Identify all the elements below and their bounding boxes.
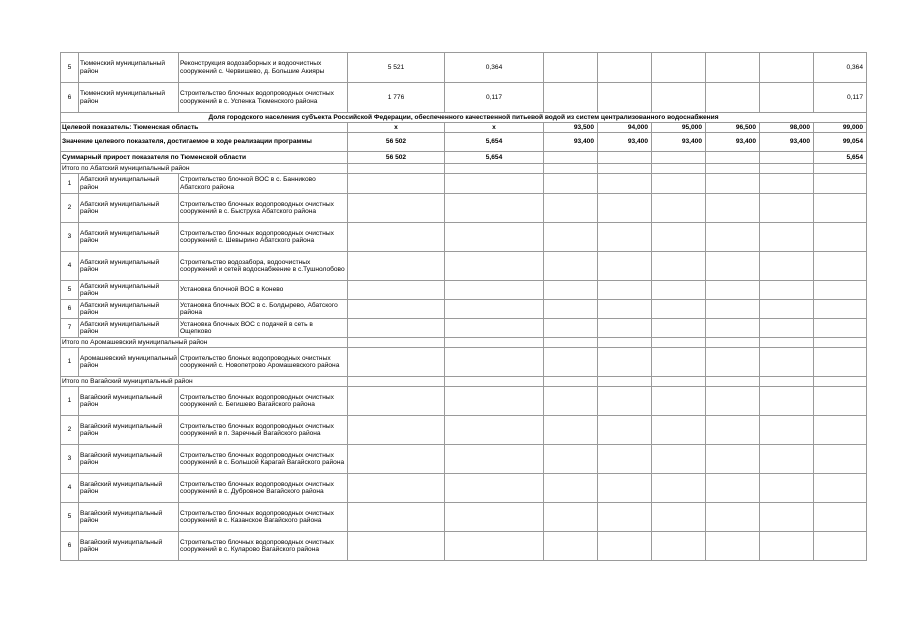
district-cell: Абатский муниципальный район — [79, 319, 179, 338]
summary-year-cell-3: 93,400 — [652, 133, 706, 152]
row-number-cell: 6 — [61, 532, 79, 561]
year-value-cell-4 — [706, 387, 760, 416]
indicator-growth-cell — [445, 348, 544, 377]
summary-row — [61, 152, 867, 164]
group-year-cell-1 — [544, 338, 598, 348]
investment-cell — [348, 194, 445, 223]
table-row — [61, 281, 867, 300]
year-value-cell-4 — [706, 532, 760, 561]
row-number-cell: 5 — [61, 281, 79, 300]
year-value-cell-3 — [652, 252, 706, 281]
summary-year-cell-1: 93,400 — [544, 133, 598, 152]
year-value-cell-2 — [598, 194, 652, 223]
year-value-cell-5 — [760, 194, 814, 223]
investment-cell — [348, 416, 445, 445]
year-value-cell-1 — [544, 300, 598, 319]
year-value-cell-5 — [760, 223, 814, 252]
project-cell: Строительство блочных водопроводных очистных сооружений в с. Большой Карагай Вагайского района — [179, 445, 348, 474]
group-year-cell-5 — [760, 338, 814, 348]
year-value-cell-3 — [652, 319, 706, 338]
year-value-cell-2 — [598, 474, 652, 503]
indicator-growth-cell — [445, 300, 544, 319]
year-value-cell-3 — [652, 83, 706, 113]
year-value-cell-4 — [706, 503, 760, 532]
year-value-cell-1 — [544, 416, 598, 445]
investment-cell — [348, 252, 445, 281]
summary-year-cell-3: 95,000 — [652, 123, 706, 133]
table-row — [61, 445, 867, 474]
year-value-cell-2 — [598, 387, 652, 416]
group-empty-cell-1 — [348, 164, 445, 174]
group-year-cell-5 — [760, 377, 814, 387]
project-cell: Установка блочных ВОС в с. Болдырево, Абатского района — [179, 300, 348, 319]
indicator-growth-cell — [445, 445, 544, 474]
project-cell: Строительство блочных водопроводных очистных сооружений с. Шевырино Абатского района — [179, 223, 348, 252]
summary-year-cell-2 — [598, 152, 652, 164]
group-empty-cell-1 — [348, 338, 445, 348]
group-label-cell: Итого по Вагайский муниципальный район — [61, 377, 348, 387]
year-value-cell-2 — [598, 348, 652, 377]
row-number-cell: 7 — [61, 319, 79, 338]
indicator-growth-cell — [445, 532, 544, 561]
group-year-cell-5 — [760, 164, 814, 174]
project-cell: Строительство блочных водопроводных очистных сооружений в с. Куларово Вагайского района — [179, 532, 348, 561]
year-value-cell-6 — [814, 223, 867, 252]
district-cell: Вагайский муниципальный район — [79, 532, 179, 561]
district-cell: Вагайский муниципальный район — [79, 503, 179, 532]
year-value-cell-5 — [760, 300, 814, 319]
year-value-cell-1 — [544, 474, 598, 503]
project-cell: Строительство блоных водопроводных очистных сооружений с. Новопетрово Аромашевского района — [179, 348, 348, 377]
row-number-cell: 5 — [61, 503, 79, 532]
investment-cell — [348, 348, 445, 377]
summary-year-cell-1: 93,500 — [544, 123, 598, 133]
year-value-cell-5 — [760, 416, 814, 445]
summary-year-cell-5 — [760, 152, 814, 164]
group-year-cell-3 — [652, 164, 706, 174]
row-number-cell: 1 — [61, 387, 79, 416]
summary-label-cell: Суммарный прирост показателя по Тюменской области — [61, 152, 348, 164]
investment-cell — [348, 319, 445, 338]
year-value-cell-6: 0,117 — [814, 83, 867, 113]
summary-investment-cell: 56 502 — [348, 152, 445, 164]
year-value-cell-3 — [652, 194, 706, 223]
year-value-cell-6 — [814, 194, 867, 223]
group-empty-cell-2 — [445, 338, 544, 348]
row-number-cell: 3 — [61, 445, 79, 474]
table-row — [61, 348, 867, 377]
indicator-growth-cell — [445, 281, 544, 300]
table-row — [61, 83, 867, 113]
row-number-cell: 1 — [61, 174, 79, 194]
year-value-cell-5 — [760, 281, 814, 300]
project-cell: Реконструкция водозаборных и водоочистных сооружений с. Червишево, д. Большие Акияры — [179, 53, 348, 83]
year-value-cell-5 — [760, 474, 814, 503]
section-header-cell: Доля городского населения субъекта Российской Федерации, обеспеченного качественной питьевой водой из систем централизованного водоснабжения — [61, 113, 867, 123]
year-value-cell-1 — [544, 83, 598, 113]
group-year-cell-3 — [652, 377, 706, 387]
year-value-cell-1 — [544, 348, 598, 377]
table-row — [61, 319, 867, 338]
district-cell: Абатский муниципальный район — [79, 281, 179, 300]
investment-cell — [348, 223, 445, 252]
year-value-cell-5 — [760, 83, 814, 113]
table-row — [61, 223, 867, 252]
row-number-cell: 6 — [61, 83, 79, 113]
summary-year-cell-6: 99,000 — [814, 123, 867, 133]
group-year-cell-4 — [706, 164, 760, 174]
indicator-growth-cell: 0,364 — [445, 53, 544, 83]
year-value-cell-6 — [814, 474, 867, 503]
group-year-cell-6 — [814, 164, 867, 174]
year-value-cell-6 — [814, 252, 867, 281]
year-value-cell-6 — [814, 281, 867, 300]
year-value-cell-6 — [814, 445, 867, 474]
summary-label-cell: Значение целевого показателя, достигаемое в ходе реализации программы — [61, 133, 348, 152]
row-number-cell: 4 — [61, 252, 79, 281]
district-cell: Абатский муниципальный район — [79, 223, 179, 252]
group-year-cell-4 — [706, 377, 760, 387]
group-total-row — [61, 377, 867, 387]
group-year-cell-3 — [652, 338, 706, 348]
year-value-cell-6 — [814, 300, 867, 319]
year-value-cell-6 — [814, 319, 867, 338]
project-cell: Строительство блочных водопроводных очистных сооружений с. Бегишево Вагайского района — [179, 387, 348, 416]
year-value-cell-3 — [652, 532, 706, 561]
district-cell: Абатский муниципальный район — [79, 194, 179, 223]
year-value-cell-6 — [814, 174, 867, 194]
investment-cell — [348, 281, 445, 300]
district-cell: Тюменский муниципальный район — [79, 83, 179, 113]
table-row — [61, 53, 867, 83]
group-label-cell: Итого по Абатский муниципальный район — [61, 164, 348, 174]
year-value-cell-1 — [544, 281, 598, 300]
row-number-cell: 2 — [61, 416, 79, 445]
year-value-cell-5 — [760, 503, 814, 532]
year-value-cell-2 — [598, 445, 652, 474]
year-value-cell-4 — [706, 252, 760, 281]
investment-cell — [348, 387, 445, 416]
investment-cell — [348, 300, 445, 319]
summary-growth-cell: х — [445, 123, 544, 133]
indicator-growth-cell — [445, 223, 544, 252]
district-cell: Вагайский муниципальный район — [79, 387, 179, 416]
summary-year-cell-5: 98,000 — [760, 123, 814, 133]
group-year-cell-2 — [598, 164, 652, 174]
indicator-growth-cell — [445, 174, 544, 194]
investment-cell — [348, 474, 445, 503]
group-year-cell-2 — [598, 338, 652, 348]
year-value-cell-4 — [706, 474, 760, 503]
group-year-cell-6 — [814, 338, 867, 348]
year-value-cell-3 — [652, 223, 706, 252]
year-value-cell-1 — [544, 503, 598, 532]
project-cell: Установка блочных ВОС с подачей в сеть в Ощепково — [179, 319, 348, 338]
summary-year-cell-4: 96,500 — [706, 123, 760, 133]
row-number-cell: 4 — [61, 474, 79, 503]
table-row — [61, 503, 867, 532]
year-value-cell-2 — [598, 319, 652, 338]
district-cell: Аромашевский муниципальный район — [79, 348, 179, 377]
district-cell: Вагайский муниципальный район — [79, 474, 179, 503]
indicator-growth-cell — [445, 319, 544, 338]
year-value-cell-1 — [544, 319, 598, 338]
table-body — [61, 53, 867, 561]
summary-year-cell-4 — [706, 152, 760, 164]
year-value-cell-2 — [598, 281, 652, 300]
group-year-cell-2 — [598, 377, 652, 387]
indicator-growth-cell — [445, 387, 544, 416]
year-value-cell-4 — [706, 53, 760, 83]
table-row — [61, 532, 867, 561]
project-cell: Строительство блочных водопроводных очистных сооружений в с. Быструха Абатского района — [179, 194, 348, 223]
summary-label-cell: Целевой показатель: Тюменская область — [61, 123, 348, 133]
investment-cell — [348, 445, 445, 474]
year-value-cell-1 — [544, 194, 598, 223]
group-year-cell-6 — [814, 377, 867, 387]
project-cell: Строительство блочных водопроводных очистных сооружений в с. Казанское Вагайского района — [179, 503, 348, 532]
year-value-cell-2 — [598, 532, 652, 561]
group-year-cell-4 — [706, 338, 760, 348]
year-value-cell-4 — [706, 223, 760, 252]
table-row — [61, 174, 867, 194]
district-cell: Абатский муниципальный район — [79, 300, 179, 319]
summary-year-cell-5: 93,400 — [760, 133, 814, 152]
group-year-cell-1 — [544, 377, 598, 387]
year-value-cell-6: 0,364 — [814, 53, 867, 83]
year-value-cell-2 — [598, 223, 652, 252]
row-number-cell: 1 — [61, 348, 79, 377]
group-empty-cell-2 — [445, 164, 544, 174]
project-cell: Строительство блочных водопроводных очистных сооружений в с. Успенка Тюменского района — [179, 83, 348, 113]
year-value-cell-1 — [544, 223, 598, 252]
year-value-cell-3 — [652, 53, 706, 83]
table-row — [61, 194, 867, 223]
year-value-cell-2 — [598, 174, 652, 194]
year-value-cell-1 — [544, 174, 598, 194]
row-number-cell: 5 — [61, 53, 79, 83]
year-value-cell-5 — [760, 174, 814, 194]
row-number-cell: 2 — [61, 194, 79, 223]
year-value-cell-6 — [814, 348, 867, 377]
year-value-cell-6 — [814, 503, 867, 532]
year-value-cell-5 — [760, 319, 814, 338]
table-row — [61, 387, 867, 416]
indicator-growth-cell — [445, 252, 544, 281]
summary-year-cell-1 — [544, 152, 598, 164]
summary-growth-cell: 5,654 — [445, 152, 544, 164]
row-number-cell: 6 — [61, 300, 79, 319]
district-cell: Вагайский муниципальный район — [79, 416, 179, 445]
summary-year-cell-6: 99,054 — [814, 133, 867, 152]
indicator-growth-cell — [445, 503, 544, 532]
group-empty-cell-1 — [348, 377, 445, 387]
district-cell: Вагайский муниципальный район — [79, 445, 179, 474]
year-value-cell-4 — [706, 445, 760, 474]
group-label-cell: Итого по Аромашевский муниципальный район — [61, 338, 348, 348]
indicator-growth-cell: 0,117 — [445, 83, 544, 113]
indicator-growth-cell — [445, 474, 544, 503]
project-cell: Строительство блочной ВОС в с. Банниково Абатского района — [179, 174, 348, 194]
year-value-cell-2 — [598, 83, 652, 113]
summary-investment-cell: х — [348, 123, 445, 133]
year-value-cell-4 — [706, 348, 760, 377]
year-value-cell-3 — [652, 300, 706, 319]
indicator-growth-cell — [445, 416, 544, 445]
year-value-cell-5 — [760, 252, 814, 281]
year-value-cell-4 — [706, 174, 760, 194]
year-value-cell-1 — [544, 532, 598, 561]
year-value-cell-1 — [544, 53, 598, 83]
year-value-cell-4 — [706, 300, 760, 319]
year-value-cell-3 — [652, 503, 706, 532]
year-value-cell-4 — [706, 416, 760, 445]
year-value-cell-2 — [598, 53, 652, 83]
year-value-cell-3 — [652, 348, 706, 377]
year-value-cell-1 — [544, 445, 598, 474]
year-value-cell-1 — [544, 252, 598, 281]
year-value-cell-5 — [760, 532, 814, 561]
district-cell: Тюменский муниципальный район — [79, 53, 179, 83]
year-value-cell-1 — [544, 387, 598, 416]
summary-row — [61, 133, 867, 152]
year-value-cell-3 — [652, 416, 706, 445]
year-value-cell-2 — [598, 300, 652, 319]
year-value-cell-5 — [760, 53, 814, 83]
program-table — [60, 52, 867, 561]
row-number-cell: 3 — [61, 223, 79, 252]
summary-growth-cell: 5,654 — [445, 133, 544, 152]
table-row — [61, 252, 867, 281]
year-value-cell-3 — [652, 281, 706, 300]
year-value-cell-5 — [760, 348, 814, 377]
summary-year-cell-4: 93,400 — [706, 133, 760, 152]
year-value-cell-3 — [652, 445, 706, 474]
investment-cell: 1 776 — [348, 83, 445, 113]
year-value-cell-4 — [706, 319, 760, 338]
project-cell: Строительство блочных водопроводных очистных сооружений в с. Дубровное Вагайского района — [179, 474, 348, 503]
summary-year-cell-2: 93,400 — [598, 133, 652, 152]
year-value-cell-5 — [760, 445, 814, 474]
group-year-cell-1 — [544, 164, 598, 174]
summary-year-cell-2: 94,000 — [598, 123, 652, 133]
investment-cell — [348, 503, 445, 532]
group-total-row — [61, 338, 867, 348]
year-value-cell-6 — [814, 387, 867, 416]
year-value-cell-6 — [814, 532, 867, 561]
summary-year-cell-6: 5,654 — [814, 152, 867, 164]
district-cell: Абатский муниципальный район — [79, 174, 179, 194]
summary-row — [61, 123, 867, 133]
section-header-row — [61, 113, 867, 123]
year-value-cell-3 — [652, 387, 706, 416]
summary-investment-cell: 56 502 — [348, 133, 445, 152]
district-cell: Абатский муниципальный район — [79, 252, 179, 281]
table-row — [61, 416, 867, 445]
project-cell: Строительство блочных водопроводных очистных сооружений в п. Заречный Вагайского района — [179, 416, 348, 445]
year-value-cell-4 — [706, 194, 760, 223]
year-value-cell-6 — [814, 416, 867, 445]
group-empty-cell-2 — [445, 377, 544, 387]
group-total-row — [61, 164, 867, 174]
project-cell: Установка блочной ВОС в Конево — [179, 281, 348, 300]
investment-cell — [348, 174, 445, 194]
table-row — [61, 300, 867, 319]
year-value-cell-3 — [652, 474, 706, 503]
year-value-cell-2 — [598, 416, 652, 445]
year-value-cell-4 — [706, 83, 760, 113]
indicator-growth-cell — [445, 194, 544, 223]
year-value-cell-4 — [706, 281, 760, 300]
investment-cell: 5 521 — [348, 53, 445, 83]
project-cell: Строительство водозабора, водоочистных сооружений и сетей водоснабжение в с.Тушнолобово — [179, 252, 348, 281]
year-value-cell-2 — [598, 503, 652, 532]
summary-year-cell-3 — [652, 152, 706, 164]
investment-cell — [348, 532, 445, 561]
year-value-cell-2 — [598, 252, 652, 281]
year-value-cell-5 — [760, 387, 814, 416]
year-value-cell-3 — [652, 174, 706, 194]
table-row — [61, 474, 867, 503]
